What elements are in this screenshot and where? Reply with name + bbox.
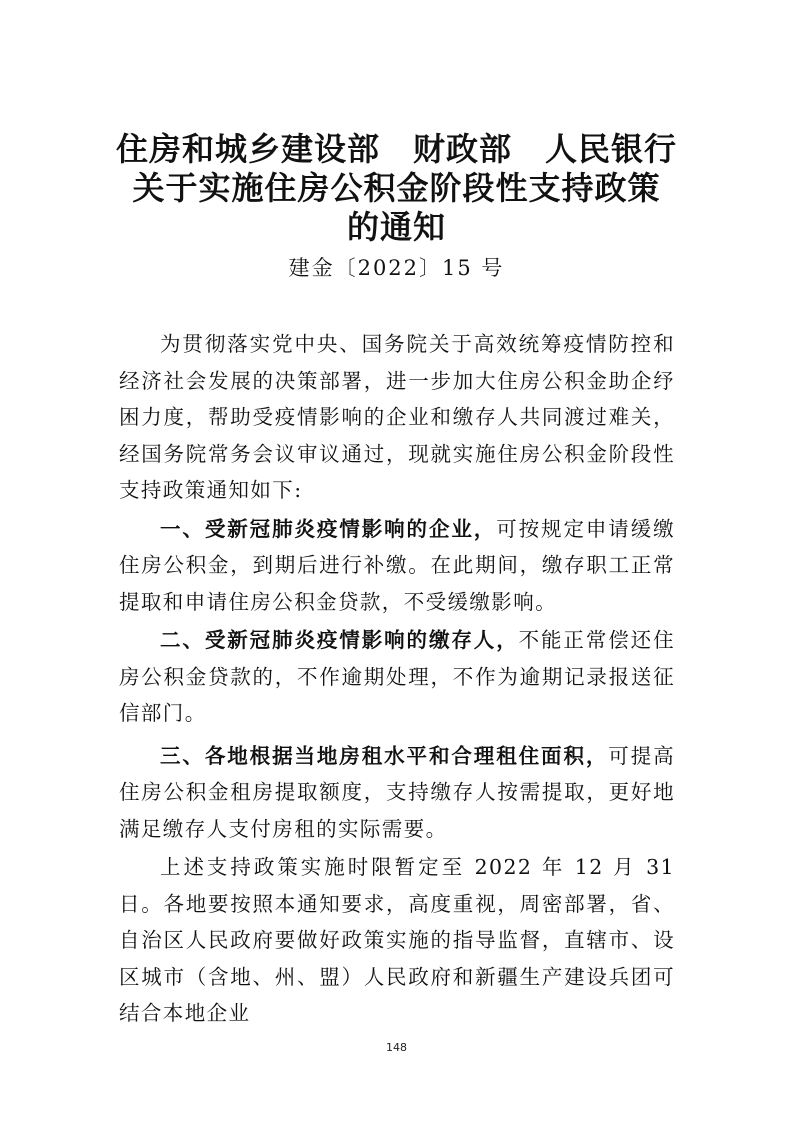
title-line-2: 关于实施住房公积金阶段性支持政策 xyxy=(132,169,661,207)
item-2-text: 不能正常偿还住房公积金贷款的，不作逾期处理，不作为逾期记录报送征信部门。 xyxy=(119,628,675,725)
document-number: 建金〔2022〕15 号 xyxy=(288,256,505,280)
item-2-heading: 二、受新冠肺炎疫情影响的缴存人， xyxy=(160,628,519,652)
title-line-3: 的通知 xyxy=(346,208,446,246)
item-3-paragraph xyxy=(119,738,675,848)
item-1-text: 可按规定申请缓缴住房公积金，到期后进行补缴。在此期间，缴存职工正常提取和申请住房公积金贷款，不受缓缴影响。 xyxy=(119,516,675,614)
item-1-paragraph xyxy=(119,511,675,621)
document-body xyxy=(119,326,675,1032)
item-2-paragraph xyxy=(119,622,675,732)
title-line-1: 住房和城乡建设部 财政部 人民银行 xyxy=(115,130,677,168)
item-3-text: 可提高住房公积金租房提取额度，支持缴存人按需提取，更好地满足缴存人支付房租的实际需要。 xyxy=(119,743,676,841)
item-3-heading: 三、各地根据当地房租水平和合理租住面积， xyxy=(160,743,609,768)
page-number: 148 xyxy=(386,1041,407,1054)
intro-paragraph: 为贯彻落实党中央、国务院关于高效统筹疫情防控和经济社会发展的决策部署，进一步加大住房公积金助企纾困力度，帮助受疫情影响的企业和缴存人共同渡过难关，经国务院常务会议审议通过，现就实施住房公积金阶段性支持政策通知如下: xyxy=(119,332,675,502)
document-title xyxy=(0,130,793,247)
item-1-heading: 一、受新冠肺炎疫情影响的企业， xyxy=(160,516,497,541)
closing-paragraph: 上述支持政策实施时限暂定至 2022 年 12 月 31 日。各地要按照本通知要求，高度重视，周密部署，省、自治区人民政府要做好政策实施的指导监督，直辖市、设区城市（含地、州、盟）人民政府和新疆生产建设兵团可结合本地企业 xyxy=(119,855,675,1025)
